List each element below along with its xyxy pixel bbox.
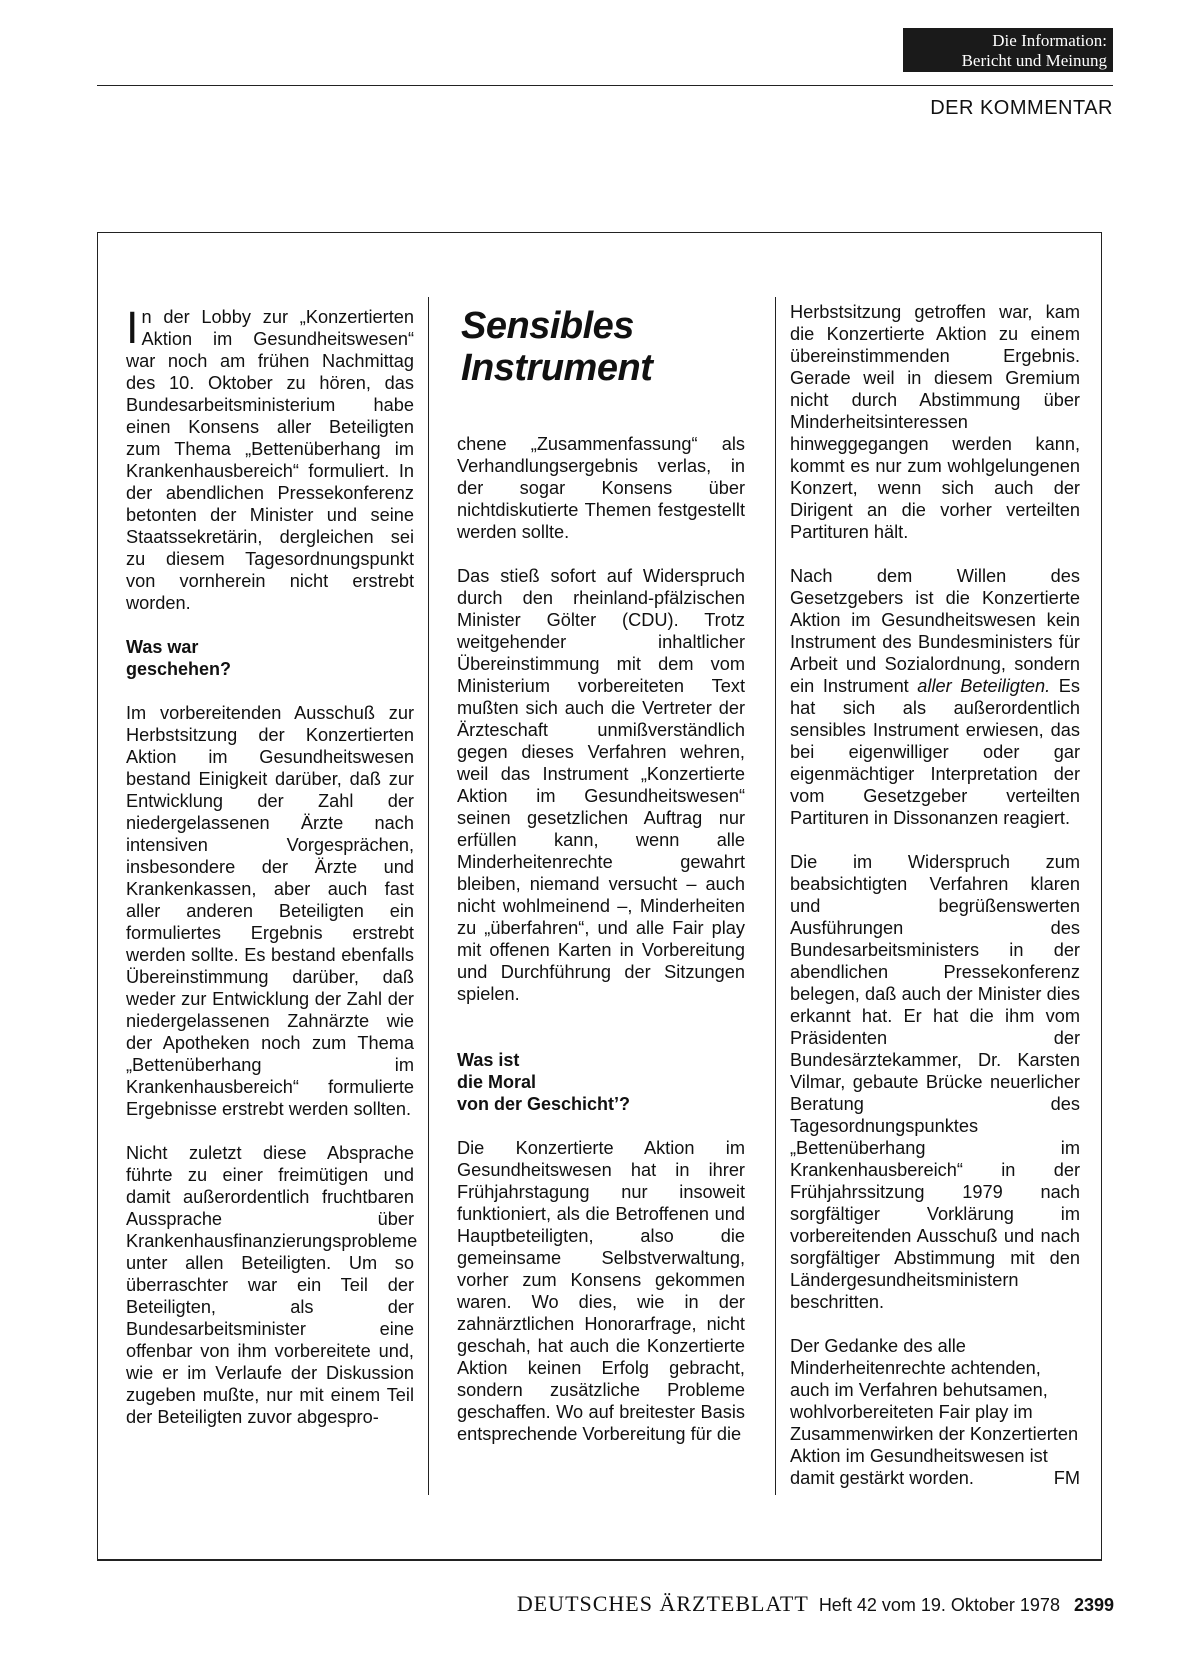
paragraph-intro bbox=[126, 302, 414, 614]
paragraph-5: Das stieß sofort auf Widerspruch durch den rheinland-pfälzischen Minister Gölter (CDU). Trotz weitgehender inhaltlicher Übereinstimmung mit dem vom Ministerium vorbereiteten Text mußten sich auch die Vertreter der Ärzteschaft unmißverständlich gegen dieses Verfahren wehren, weil das Instrument „Konzertierte Aktion im Gesundheitswesen“ seinen gesetzlichen Auftrag nur erfüllen kann, wenn alle Minderheitenrechte gewahrt bleiben, niemand versucht – auch nicht wohlmeinend –, Minderheiten zu „überfahren“, und alle Fair play mit offenen Karten in Vorbereitung und Durchführung der Sitzungen spielen. bbox=[457, 566, 745, 1004]
subheading-1-line-1: Was war bbox=[126, 637, 199, 657]
column-divider-1 bbox=[428, 297, 429, 1495]
paragraph-8-part-a: Nach dem Willen des Gesetzgebers ist die Konzertierte Aktion im Gesundheitswesen kein Instrument des Bundesministers für Arbeit und Sozialordnung, sondern ein Instrument bbox=[790, 566, 1080, 696]
paragraph-intro-text: n der Lobby zur „Konzertierten Aktion im Gesundheitswesen“ war noch am frühen Nachmittag des 10. Oktober zu hören, das Bundesarbeitsministerium habe einen Konsens aller Beteiligten zum Thema „Bettenüberhang im Krankenhausbereich“ formuliert. In der abendlichen Pressekonferenz betonten der Minister und seine Staatssekretärin, dergleichen sei zu diesem Tagesordnungspunkt von vornherein nicht erstrebt worden. bbox=[126, 307, 414, 613]
paragraph-7: Herbstsitzung getroffen war, kam die Konzertierte Aktion zu einem übereinstimmenden Ergebnis. Gerade weil in diesem Gremium nicht durch Abstimmung über Minderheitsinteressen hinweggegangen werden kann, kommt es nur zum wohlgelungenen Konzert, wenn sich auch der Dirigent an die vorher verteilten Partituren hält. bbox=[790, 302, 1080, 542]
article-title bbox=[461, 305, 652, 389]
subheading-2-line-1: Was ist bbox=[457, 1050, 520, 1070]
author-signature: FM bbox=[1053, 1468, 1080, 1488]
paragraph-8-emphasis: aller Beteiligten. bbox=[917, 676, 1051, 696]
section-badge bbox=[903, 28, 1113, 72]
column-1 bbox=[126, 302, 418, 1428]
journal-name: DEUTSCHES ÄRZTEBLATT bbox=[516, 1591, 809, 1616]
title-line-2: Instrument bbox=[461, 347, 653, 389]
column-3 bbox=[790, 301, 1080, 1489]
column-2 bbox=[457, 433, 745, 1445]
title-line-1: Sensibles bbox=[461, 305, 634, 347]
paragraph-2: Im vorbereitenden Ausschuß zur Herbstsitzung der Konzertierten Aktion im Gesundheitswesen bestand Einigkeit darüber, daß zur Entwicklung der Zahl der niedergelassenen Ärzte nach intensiven Vorgesprächen, insbesondere der Ärzte und Krankenkassen, aber auch fast aller anderen Beteiligten ein formuliertes Ergebnis erstrebt werden sollte. Es bestand ebenfalls Übereinstimmung darüber, daß weder zur Entwicklung der Zahl der niedergelassenen Zahnärzte wie der Apotheken noch zum Thema „Bettenüberhang im Krankenhausbereich“ formulierte Ergebnisse erstrebt werden sollten. bbox=[126, 703, 414, 1119]
section-label: DER KOMMENTAR bbox=[930, 97, 1113, 119]
paragraph-3: Nicht zuletzt diese Absprache führte zu einer freimütigen und damit außerordentlich fruchtbaren Aussprache über Krankenhausfinanzierungsprobleme unter allen Beteiligten. Um so überraschter war ein Teil der Beteiligten, als der Bundesarbeitsminister eine offenbar von ihm vorbereitete und, wie er im Verlaufe der Diskussion zugeben mußte, nur mit einem Teil der Beteiligten zuvor abgespro- bbox=[126, 1143, 418, 1427]
subheading-2 bbox=[457, 1049, 745, 1115]
subheading-1 bbox=[126, 636, 414, 680]
column-divider-2 bbox=[775, 297, 776, 1495]
subheading-2-line-2: die Moral bbox=[457, 1072, 537, 1092]
badge-line-2: Bericht und Meinung bbox=[961, 51, 1107, 70]
drop-cap: I bbox=[126, 302, 139, 353]
header-rule bbox=[97, 85, 1113, 86]
page-footer bbox=[517, 1591, 1114, 1617]
paragraph-8-part-b: Es hat sich als außerordentlich sensibles Instrument erwiesen, das bei eigenwilliger oder gar eigenmächtiger Interpretation der vom Gesetzgeber verteilten Partituren in Dissonanzen reagiert. bbox=[790, 676, 1080, 828]
paragraph-10: Der Gedanke des alle Minderheitenrechte achtenden, auch im Verfahren behutsamen, wohlvorbereiteten Fair play im Zusammenwirken der Konzertierten Aktion im Gesundheitswesen ist damit gestärkt worden. bbox=[790, 1336, 1079, 1488]
paragraph-4: chene „Zusammenfassung“ als Verhandlungsergebnis verlas, in der sogar Konsens über nichtdiskutierte Themen festgestellt werden sollte. bbox=[457, 434, 745, 542]
page-number: 2399 bbox=[1073, 1595, 1114, 1615]
subheading-2-line-3: von der Geschicht’? bbox=[457, 1094, 631, 1114]
issue-info: Heft 42 vom 19. Oktober 1978 bbox=[818, 1595, 1060, 1615]
subheading-1-line-2: geschehen? bbox=[126, 659, 232, 679]
paragraph-9: Die im Widerspruch zum beabsichtigten Verfahren klaren und begrüßenswerten Ausführungen des Bundesarbeitsministers in der abendlichen Pressekonferenz belegen, daß auch der Minister dies erkannt hat. Er hat die ihm vom Präsidenten der Bundesärztekammer, Dr. Karsten Vilmar, gebaute Brücke neuerlicher Beratung des Tagesordnungspunktes „Bettenüberhang im Krankenhausbereich“ in der Frühjahrssitzung 1979 nach sorgfältiger Vorklärung im vorbereitenden Ausschuß und nach sorgfältiger Abstimmung mit den Ländergesundheitsministern beschritten. bbox=[790, 852, 1080, 1312]
paragraph-6: Die Konzertierte Aktion im Gesundheitswesen hat in ihrer Frühjahrstagung nur insoweit funktioniert, als die Betroffenen und Hauptbeteiligten, also die gemeinsame Selbstverwaltung, vorher zum Konsens gekommen waren. Wo dies, wie in der zahnärztlichen Honorarfrage, nicht geschah, hat auch die Konzertierte Aktion keinen Erfolg gebracht, sondern zusätzliche Probleme geschaffen. Wo auf breitester Basis entsprechende Vorbereitung für die bbox=[457, 1138, 745, 1444]
badge-line-1: Die Information: bbox=[992, 31, 1107, 50]
paragraph-8 bbox=[790, 565, 1080, 829]
